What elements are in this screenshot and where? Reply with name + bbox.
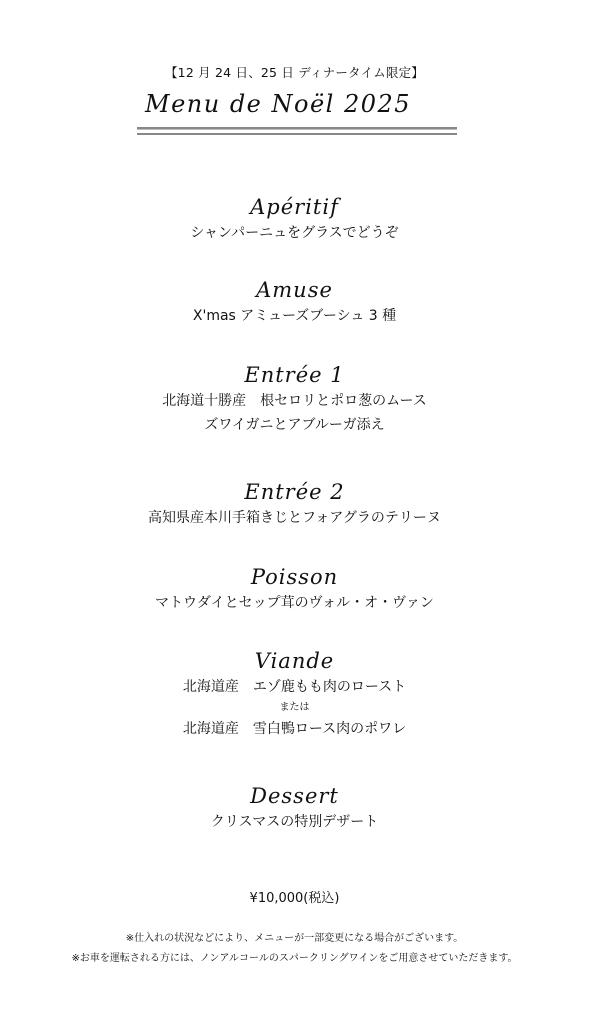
course-name: Amuse xyxy=(256,278,333,302)
menu-title: Menu de Noël 2025 xyxy=(145,90,412,118)
course-dish: 高知県産本川手箱きじとフォアグラのテリーヌ xyxy=(148,510,441,526)
course-viande xyxy=(0,647,589,741)
course-dish: マトウダイとセップ茸のヴォル・オ・ヴァン xyxy=(155,595,434,611)
course-name: Entrée 2 xyxy=(244,480,345,504)
course-name: Apéritif xyxy=(250,195,339,219)
course-dish: 北海道十勝産 根セロリとポロ葱のムース xyxy=(162,393,427,409)
course-dish: クリスマスの特別デザート xyxy=(210,814,379,830)
menu-price: ¥10,000(税込) xyxy=(249,891,340,906)
course-dish: 北海道産 エゾ鹿もも肉のロースト xyxy=(182,679,407,695)
course-poisson xyxy=(0,563,589,615)
title-underline xyxy=(137,127,457,135)
footnote: ※お車を運転される方には、ノンアルコールのスパークリングワインをご用意させていただきます。 xyxy=(71,953,518,964)
course-entree-2 xyxy=(0,478,589,530)
course-name: Entrée 1 xyxy=(244,363,345,387)
course-dish: X'mas アミューズブーシュ 3 種 xyxy=(192,308,397,324)
footnote: ※仕入れの状況などにより、メニューが一部変更になる場合がございます。 xyxy=(125,933,464,944)
course-name: Dessert xyxy=(250,784,339,808)
course-aperitif xyxy=(0,193,589,245)
availability-note: 【12 月 24 日、25 日 ディナータイム限定】 xyxy=(164,65,425,80)
course-name: Poisson xyxy=(250,565,339,589)
footnotes xyxy=(0,929,589,969)
course-alternative-label: または xyxy=(279,702,310,713)
course-dish: シャンパーニュをグラスでどうぞ xyxy=(190,225,399,241)
course-dessert xyxy=(0,782,589,834)
course-dish: ズワイガニとアブルーガ添え xyxy=(204,417,385,433)
course-dish: 北海道産 雪白鴨ロース肉のポワレ xyxy=(182,721,407,737)
course-name: Viande xyxy=(254,649,335,673)
course-entree-1 xyxy=(0,361,589,437)
course-amuse xyxy=(0,276,589,328)
